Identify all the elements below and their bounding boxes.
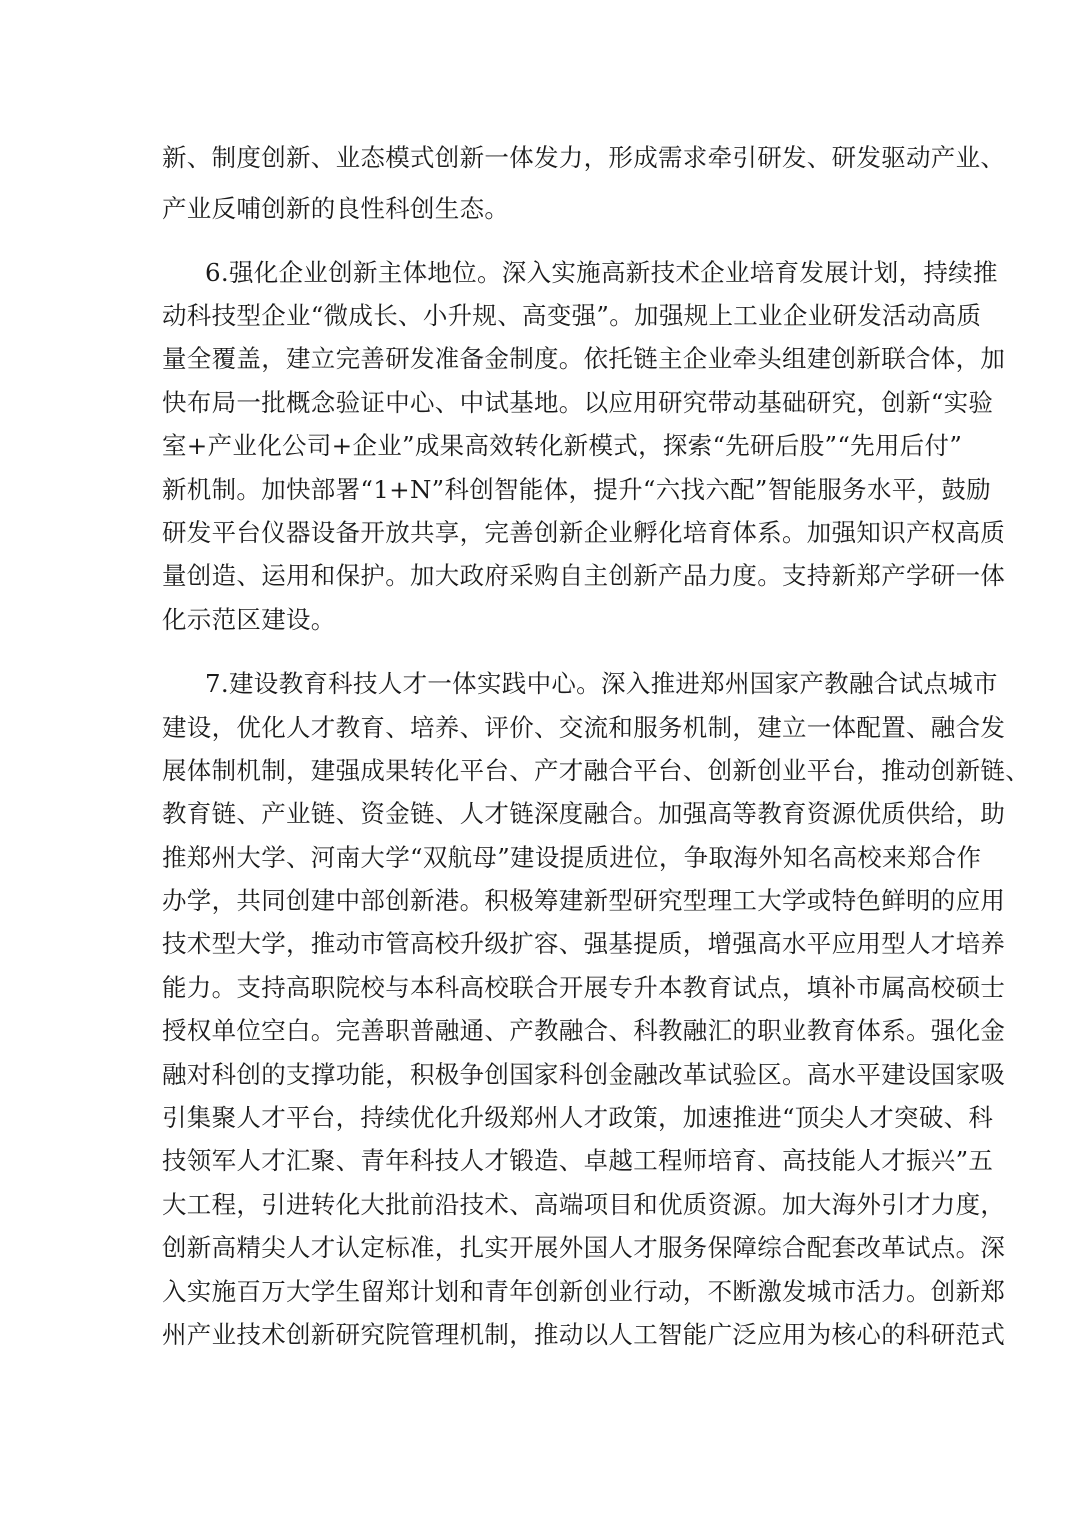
text-line: 研发平台仪器设备开放共享，完善创新企业孵化培育体系。加强知识产权高质 [162,518,1006,547]
text-line: 州产业技术创新研究院管理机制，推动以人工智能广泛应用为核心的科研范式 [162,1320,1006,1349]
text-line: 快布局一批概念验证中心、中试基地。以应用研究带动基础研究，创新“实验 [162,388,994,417]
paragraph-6-heading-line: 6.强化企业创新主体地位。深入实施高新技术企业培育发展计划，持续推 [205,258,998,287]
text-line: 教育链、产业链、资金链、人才链深度融合。加强高等教育资源优质供给，助 [162,799,1006,828]
text-line: 融对科创的支撑功能，积极争创国家科创金融改革试验区。高水平建设国家吸 [162,1060,1006,1089]
text-line: 授权单位空白。完善职普融通、产教融合、科教融汇的职业教育体系。强化金 [162,1016,1006,1045]
text-line: 推郑州大学、河南大学“双航母”建设提质进位，争取海外知名高校来郑合作 [162,843,982,872]
text-line: 量全覆盖，建立完善研发准备金制度。依托链主企业牵头组建创新联合体，加 [162,344,1006,373]
text-line: 化示范区建设。 [162,605,336,634]
text-line: 展体制机制，建强成果转化平台、产才融合平台、创新创业平台，推动创新链、 [162,756,1030,785]
text-line: 新机制。加快部署“1+N”科创智能体，提升“六找六配”智能服务水平，鼓励 [162,475,991,504]
text-line: 入实施百万大学生留郑计划和青年创新创业行动，不断激发城市活力。创新郑 [162,1277,1006,1306]
text-line: 大工程，引进转化大批前沿技术、高端项目和优质资源。加大海外引才力度， [162,1190,1006,1219]
paragraph-7-heading-line: 7.建设教育科技人才一体实践中心。深入推进郑州国家产教融合试点城市 [205,669,998,698]
text-line: 产业反哺创新的良性科创生态。 [162,194,510,223]
text-line: 室+产业化公司+企业”成果高效转化新模式，探索“先研后股”“先用后付” [162,431,963,460]
text-line: 能力。支持高职院校与本科高校联合开展专升本教育试点，填补市属高校硕士 [162,973,1006,1002]
text-line: 新、制度创新、业态模式创新一体发力，形成需求牵引研发、研发驱动产业、 [162,143,1006,172]
text-line: 引集聚人才平台，持续优化升级郑州人才政策，加速推进“顶尖人才突破、科 [162,1103,994,1132]
text-line: 量创造、运用和保护。加大政府采购自主创新产品力度。支持新郑产学研一体 [162,561,1006,590]
text-line: 技领军人才汇聚、青年科技人才锻造、卓越工程师培育、高技能人才振兴”五 [162,1146,994,1175]
text-line: 动科技型企业“微成长、小升规、高变强”。加强规上工业企业研发活动高质 [162,301,982,330]
text-line: 建设，优化人才教育、培养、评价、交流和服务机制，建立一体配置、融合发 [162,713,1006,742]
text-line: 办学，共同创建中部创新港。积极筹建新型研究型理工大学或特色鲜明的应用 [162,886,1006,915]
text-line: 创新高精尖人才认定标准，扎实开展外国人才服务保障综合配套改革试点。深 [162,1233,1006,1262]
text-line: 技术型大学，推动市管高校升级扩容、强基提质，增强高水平应用型人才培养 [162,929,1006,958]
